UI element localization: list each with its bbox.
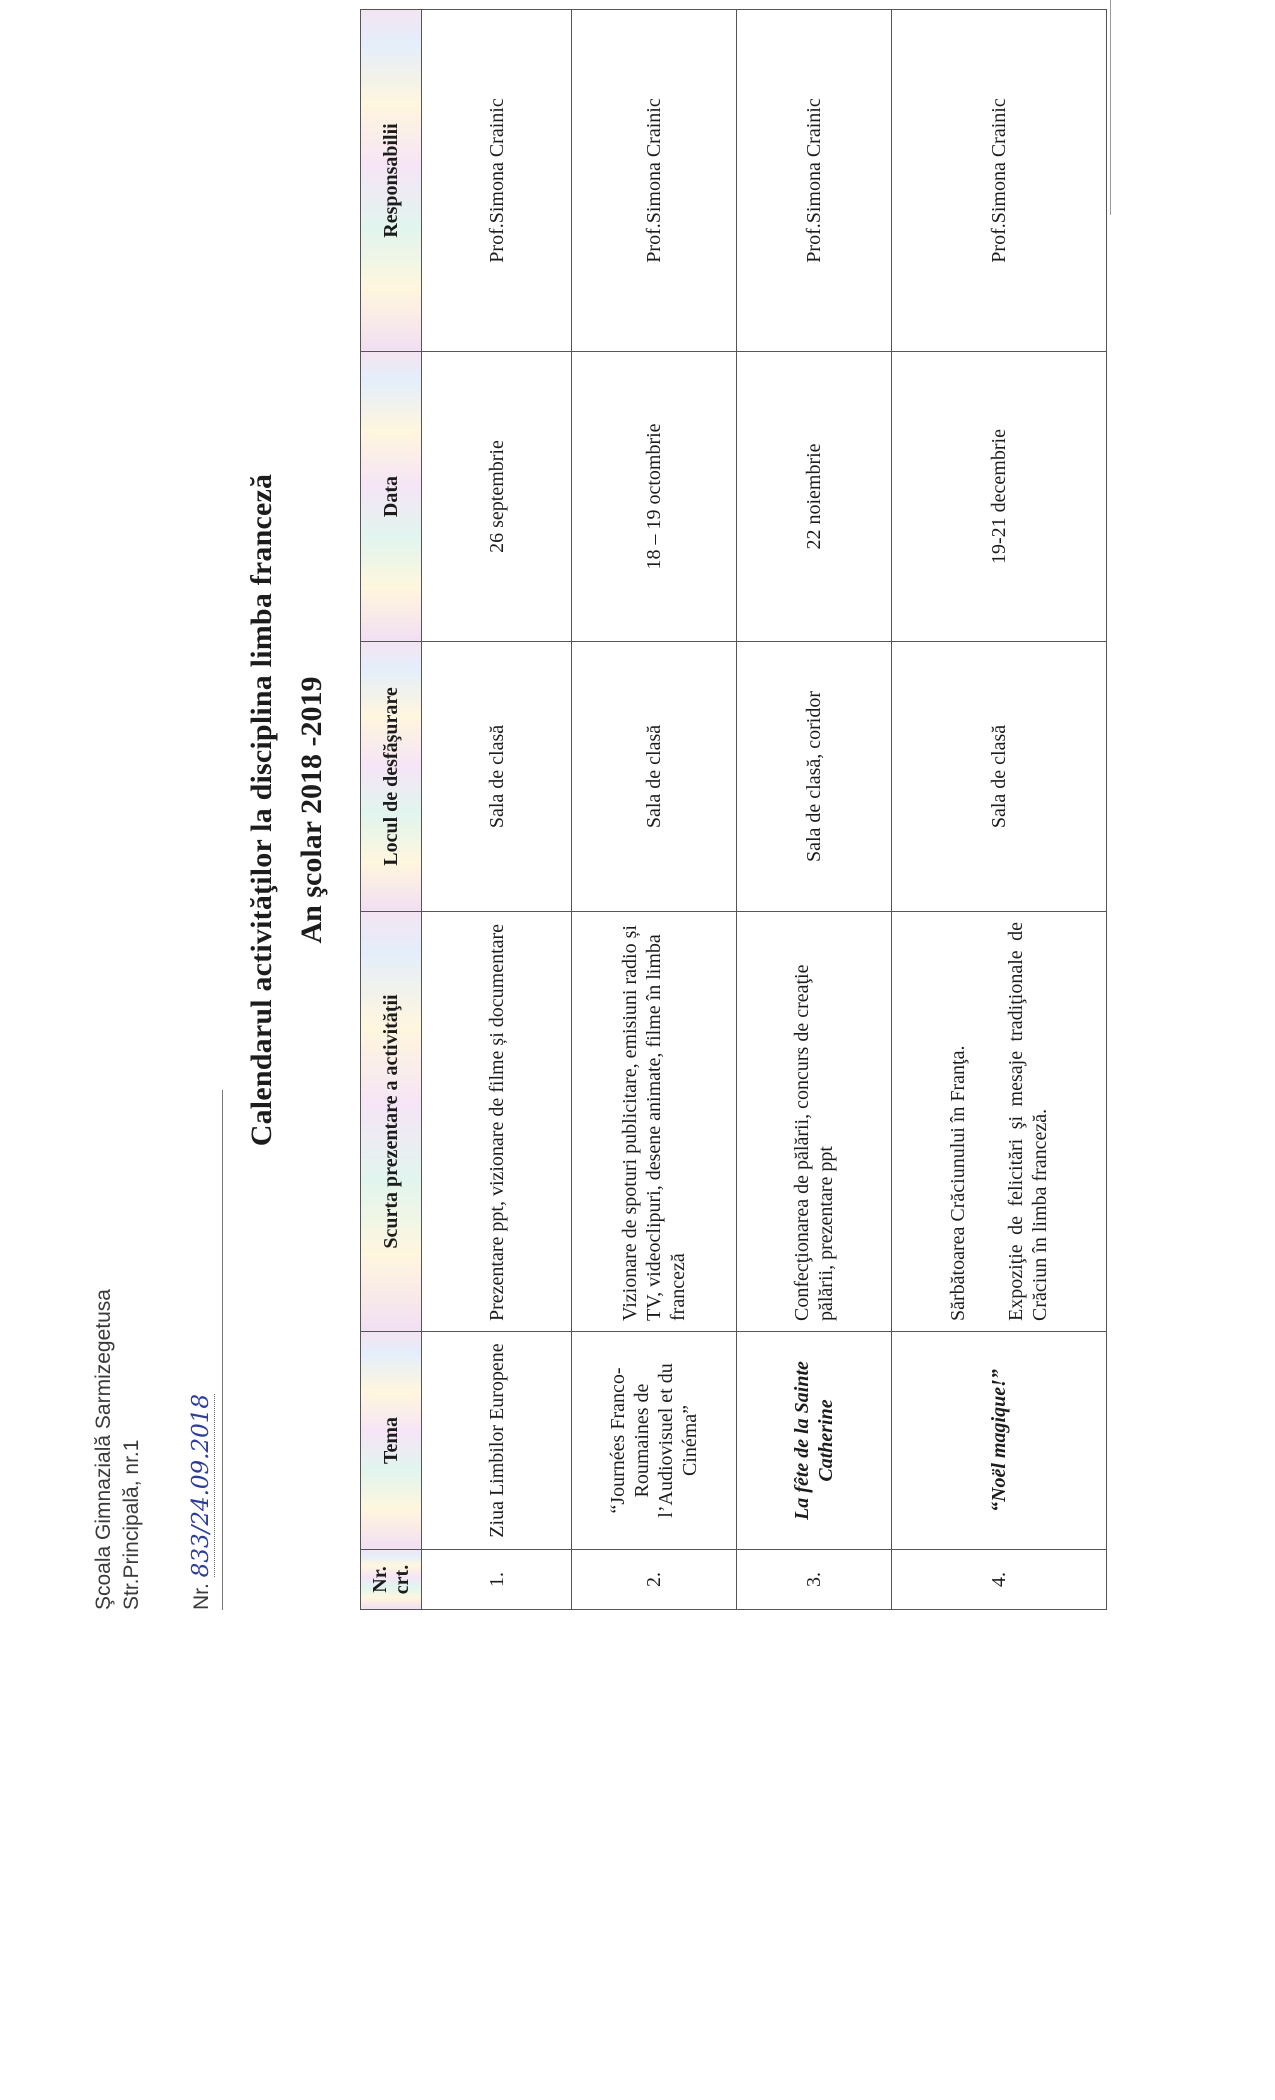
cell-tema: “Noël magique!”	[892, 1332, 1107, 1550]
school-street: Str.Principală, nr.1	[120, 1439, 143, 1610]
cell-responsabil: Prof.Simona Crainic	[422, 10, 572, 352]
cell-nr: 1.	[422, 1550, 572, 1610]
cell-data: 19-21 decembrie	[892, 352, 1107, 642]
col-header-tema: Tema	[361, 1332, 422, 1550]
cell-tema: Ziua Limbilor Europene	[422, 1332, 572, 1550]
document-subtitle: An şcolar 2018 -2019	[295, 676, 328, 944]
cell-prezentare-line: Expoziţie de felicitări şi mesaje tradiţionale de Crăciun în limba franceză.	[1005, 922, 1051, 1321]
table-row	[737, 10, 892, 1610]
cell-nr: 2.	[572, 1550, 737, 1610]
col-header-nr: Nr. crt.	[361, 1550, 422, 1610]
cell-responsabil: Prof.Simona Crainic	[892, 10, 1107, 352]
header-rule	[222, 1090, 223, 1610]
col-header-data: Data	[361, 352, 422, 642]
cell-tema: “Journées Franco-Roumaines de l’Audiovisuel et du Cinéma”	[572, 1332, 737, 1550]
table-row	[572, 10, 737, 1610]
table-row	[892, 10, 1107, 1610]
cell-responsabil: Prof.Simona Crainic	[572, 10, 737, 352]
table-header-row	[361, 10, 422, 1610]
cell-data: 22 noiembrie	[737, 352, 892, 642]
cell-loc: Sala de clasă	[572, 642, 737, 912]
cell-prezentare: Prezentare ppt, vizionare de filme și documentare	[422, 912, 572, 1332]
cell-nr: 4.	[892, 1550, 1107, 1610]
table-row	[422, 10, 572, 1610]
registration-number-prefix: Nr.	[190, 1583, 213, 1610]
document-title: Calendarul activităţilor la disciplina limba franceză	[245, 473, 278, 1147]
cell-responsabil: Prof.Simona Crainic	[737, 10, 892, 352]
cell-prezentare: Vizionare de spoturi publicitare, emisiuni radio și TV, videoclipuri, desene animate, filme în limba franceză	[572, 912, 737, 1332]
cell-data: 26 septembrie	[422, 352, 572, 642]
cell-data: 18 – 19 octombrie	[572, 352, 737, 642]
registration-number-handwritten: 833/24.09.2018	[188, 1393, 214, 1578]
cell-prezentare-line: Sărbătoarea Crăciunului în Franţa.	[947, 1045, 969, 1321]
rotated-page	[90, 10, 1110, 1610]
cell-prezentare: Confecţionarea de pălării, concurs de creaţie pălării, prezentare ppt	[737, 912, 892, 1332]
cell-loc: Sala de clasă	[892, 642, 1107, 912]
cell-prezentare	[892, 912, 1107, 1332]
registration-number	[188, 1090, 214, 1610]
cell-nr: 3.	[737, 1550, 892, 1610]
cell-tema: La fête de la Sainte Catherine	[737, 1332, 892, 1550]
col-header-responsabili: Responsabilii	[361, 10, 422, 352]
cell-loc: Sala de clasă	[422, 642, 572, 912]
scan-edge-line	[1110, 0, 1111, 215]
cell-loc: Sala de clasă, coridor	[737, 642, 892, 912]
col-header-loc: Locul de desfăşurare	[361, 642, 422, 912]
activities-table	[360, 9, 1107, 1610]
col-header-prezentare: Scurta prezentare a activităţii	[361, 912, 422, 1332]
school-name: Şcoala Gimnazială Sarmizegetusa	[92, 1289, 115, 1610]
school-header	[90, 1090, 146, 1610]
